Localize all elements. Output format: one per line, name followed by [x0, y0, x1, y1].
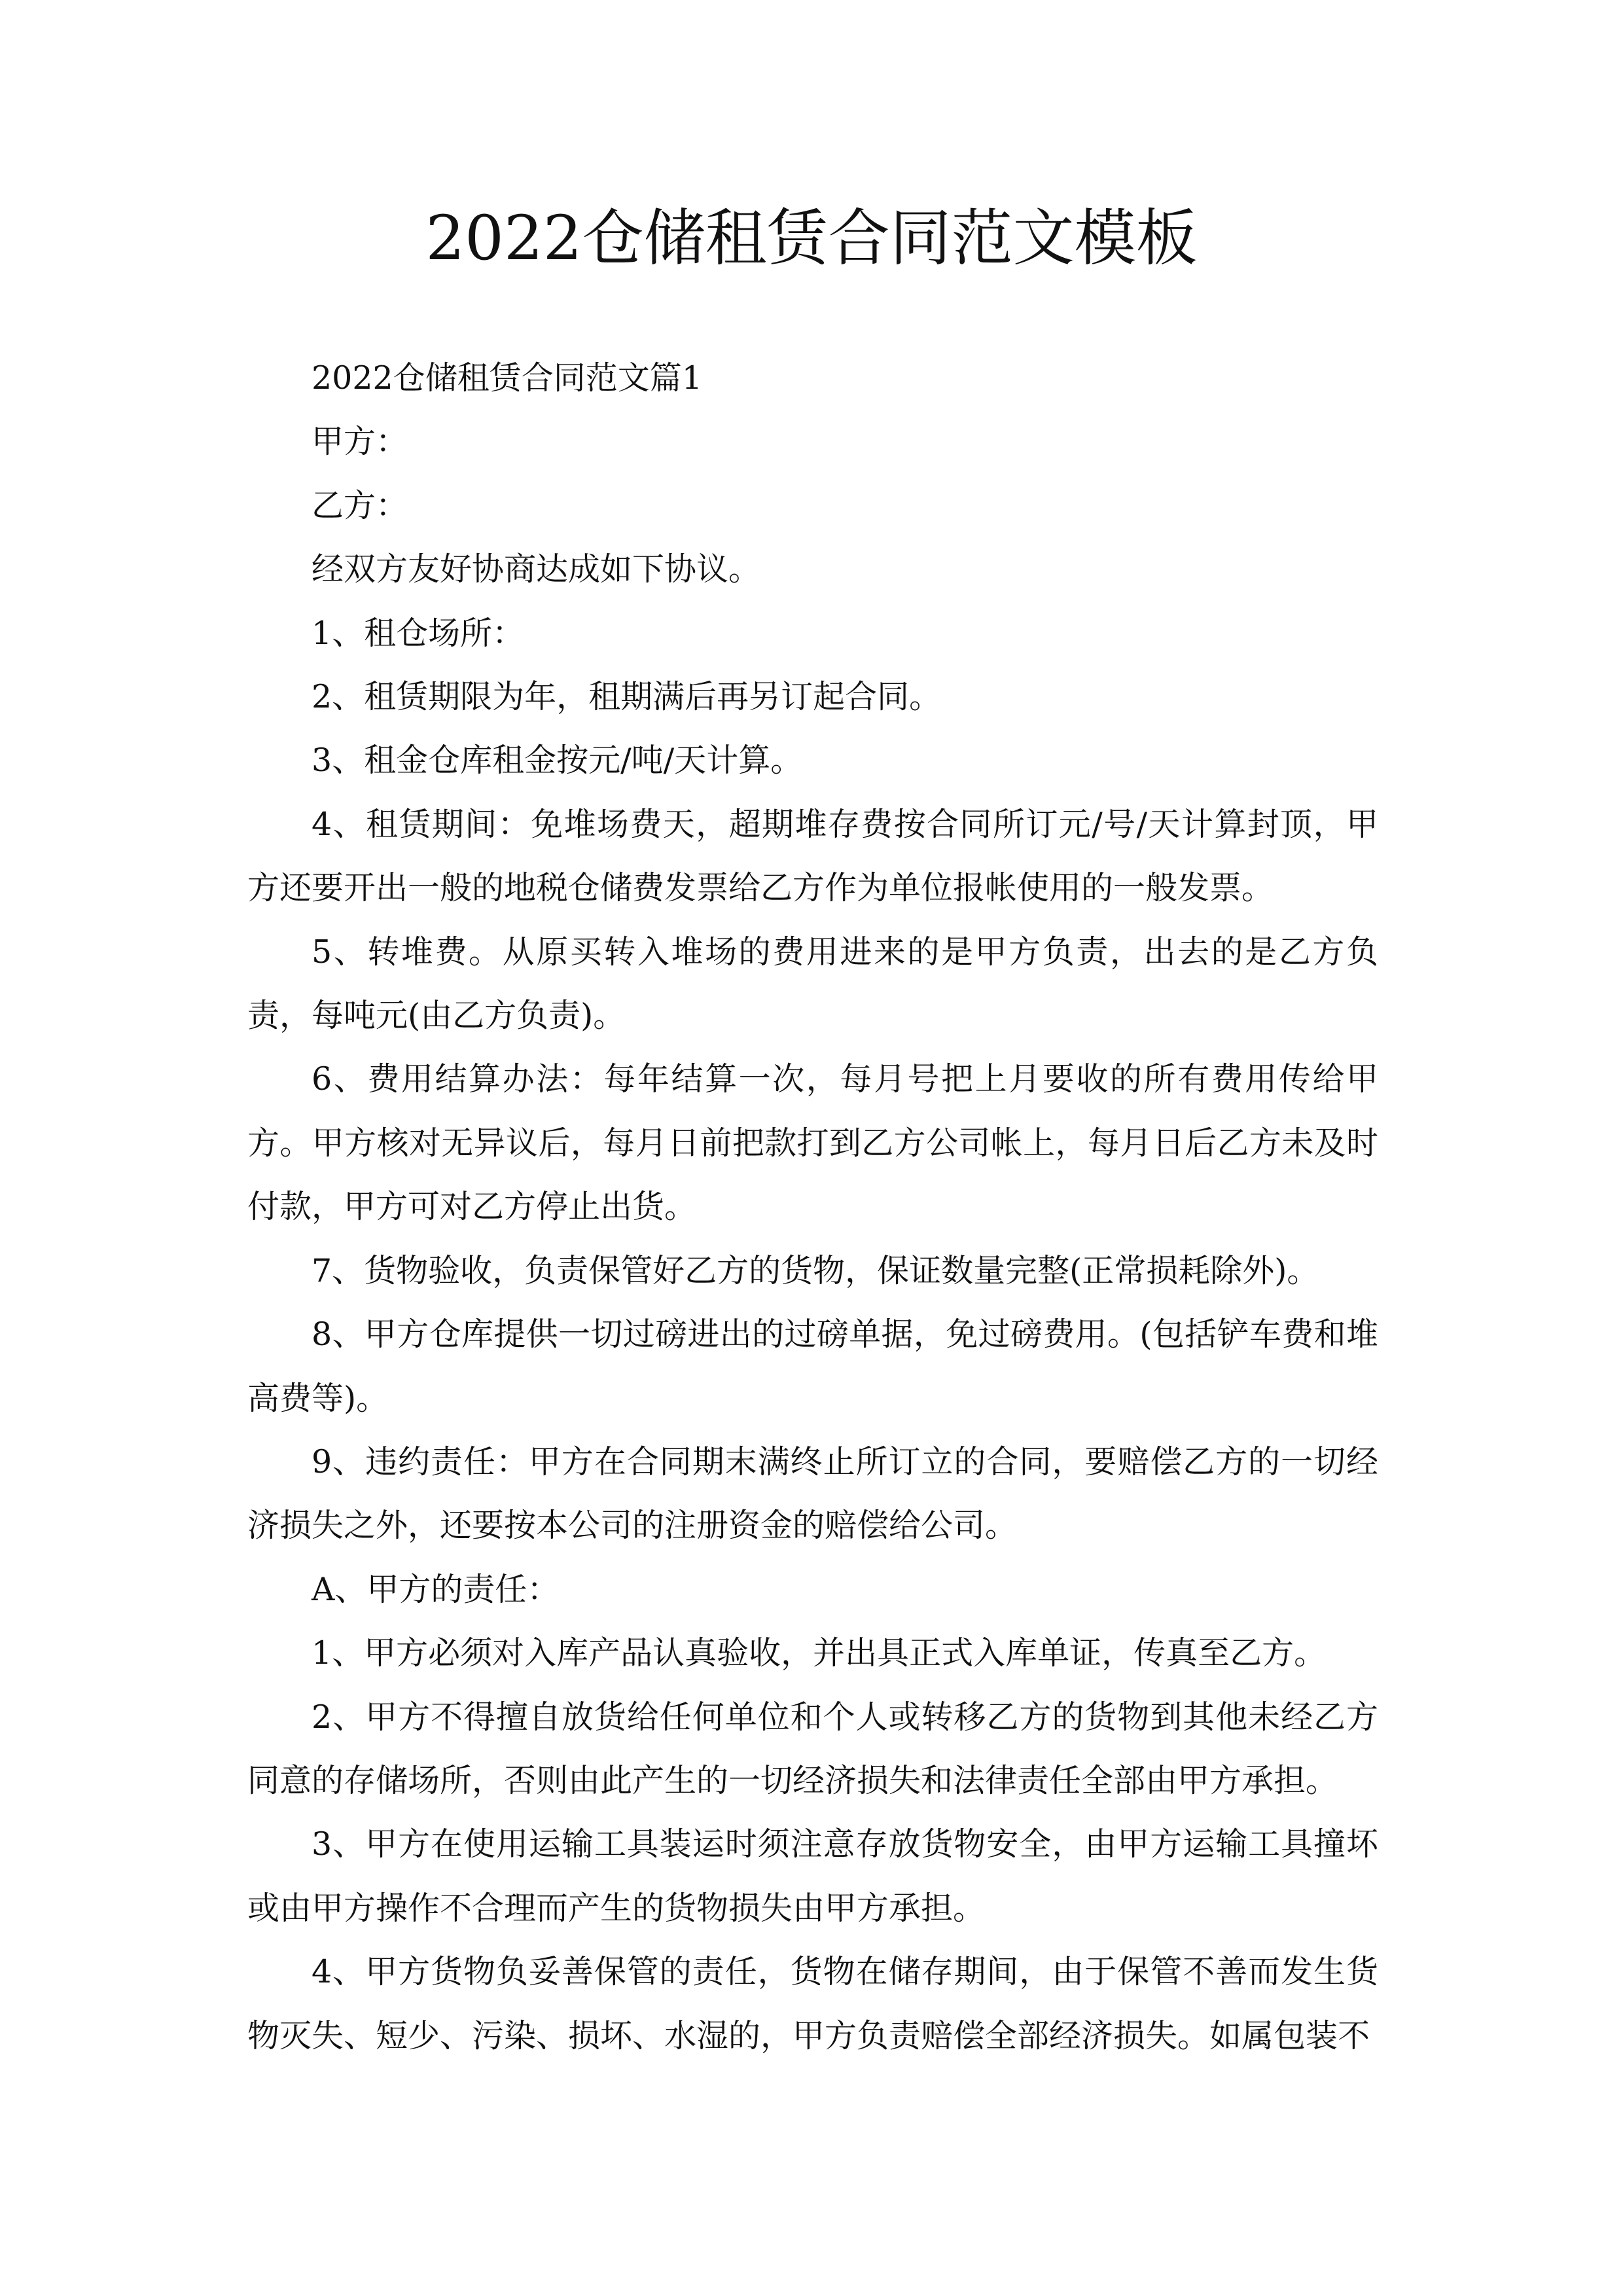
- clause: 4、甲方货物负妥善保管的责任，货物在储存期间，由于保管不善而发生货物灭失、短少、污染、损坏、水湿的，甲方负责赔偿全部经济损失。如属包装不: [247, 1953, 1378, 2054]
- party-b-line: 乙方：: [312, 486, 408, 524]
- section-heading: 2022仓储租赁合同范文篇1: [312, 359, 702, 397]
- paragraph: 经双方友好协商达成如下协议。: [312, 550, 761, 588]
- document-body: [247, 346, 1378, 2068]
- clause: 1、租仓场所：: [312, 614, 525, 652]
- document-title: 2022仓储租赁合同范文模板: [425, 203, 1198, 274]
- clause: 5、转堆费。从原买转入堆场的费用进来的是甲方负责，出去的是乙方负责，每吨元(由乙方负责)。: [247, 933, 1378, 1035]
- clause: 1、甲方必须对入库产品认真验收，并出具正式入库单证，传真至乙方。: [312, 1634, 1327, 1672]
- clause: 2、租赁期限为年，租期满后再另订起合同。: [312, 678, 942, 716]
- party-a-line: 甲方：: [312, 423, 408, 461]
- clause: 8、甲方仓库提供一切过磅进出的过磅单据，免过磅费用。(包括铲车费和堆高费等)。: [247, 1316, 1378, 1417]
- clause: 7、货物验收，负责保管好乙方的货物，保证数量完整(正常损耗除外)。: [312, 1251, 1319, 1289]
- clause: 2、甲方不得擅自放货给任何单位和个人或转移乙方的货物到其他未经乙方同意的存储场所，否则由此产生的一切经济损失和法律责任全部由甲方承担。: [247, 1698, 1378, 1799]
- clause: 9、违约责任：甲方在合同期末满终止所订立的合同，要赔偿乙方的一切经济损失之外，还要按本公司的注册资金的赔偿给公司。: [247, 1443, 1378, 1545]
- clause: 4、租赁期间：免堆场费天，超期堆存费按合同所订元/号/天计算封顶，甲方还要开出一般的地税仓储费发票给乙方作为单位报帐使用的一般发票。: [247, 805, 1378, 907]
- clause: 3、租金仓库租金按元/吨/天计算。: [312, 742, 803, 780]
- clause: 6、费用结算办法：每年结算一次，每月号把上月要收的所有费用传给甲方。甲方核对无异议后，每月日前把款打到乙方公司帐上，每月日后乙方未及时付款，甲方可对乙方停止出货。: [247, 1060, 1378, 1226]
- subsection-heading: A、甲方的责任：: [312, 1570, 560, 1608]
- clause: 3、甲方在使用运输工具装运时须注意存放货物安全，由甲方运输工具撞坏或由甲方操作不合理而产生的货物损失由甲方承担。: [247, 1825, 1378, 1927]
